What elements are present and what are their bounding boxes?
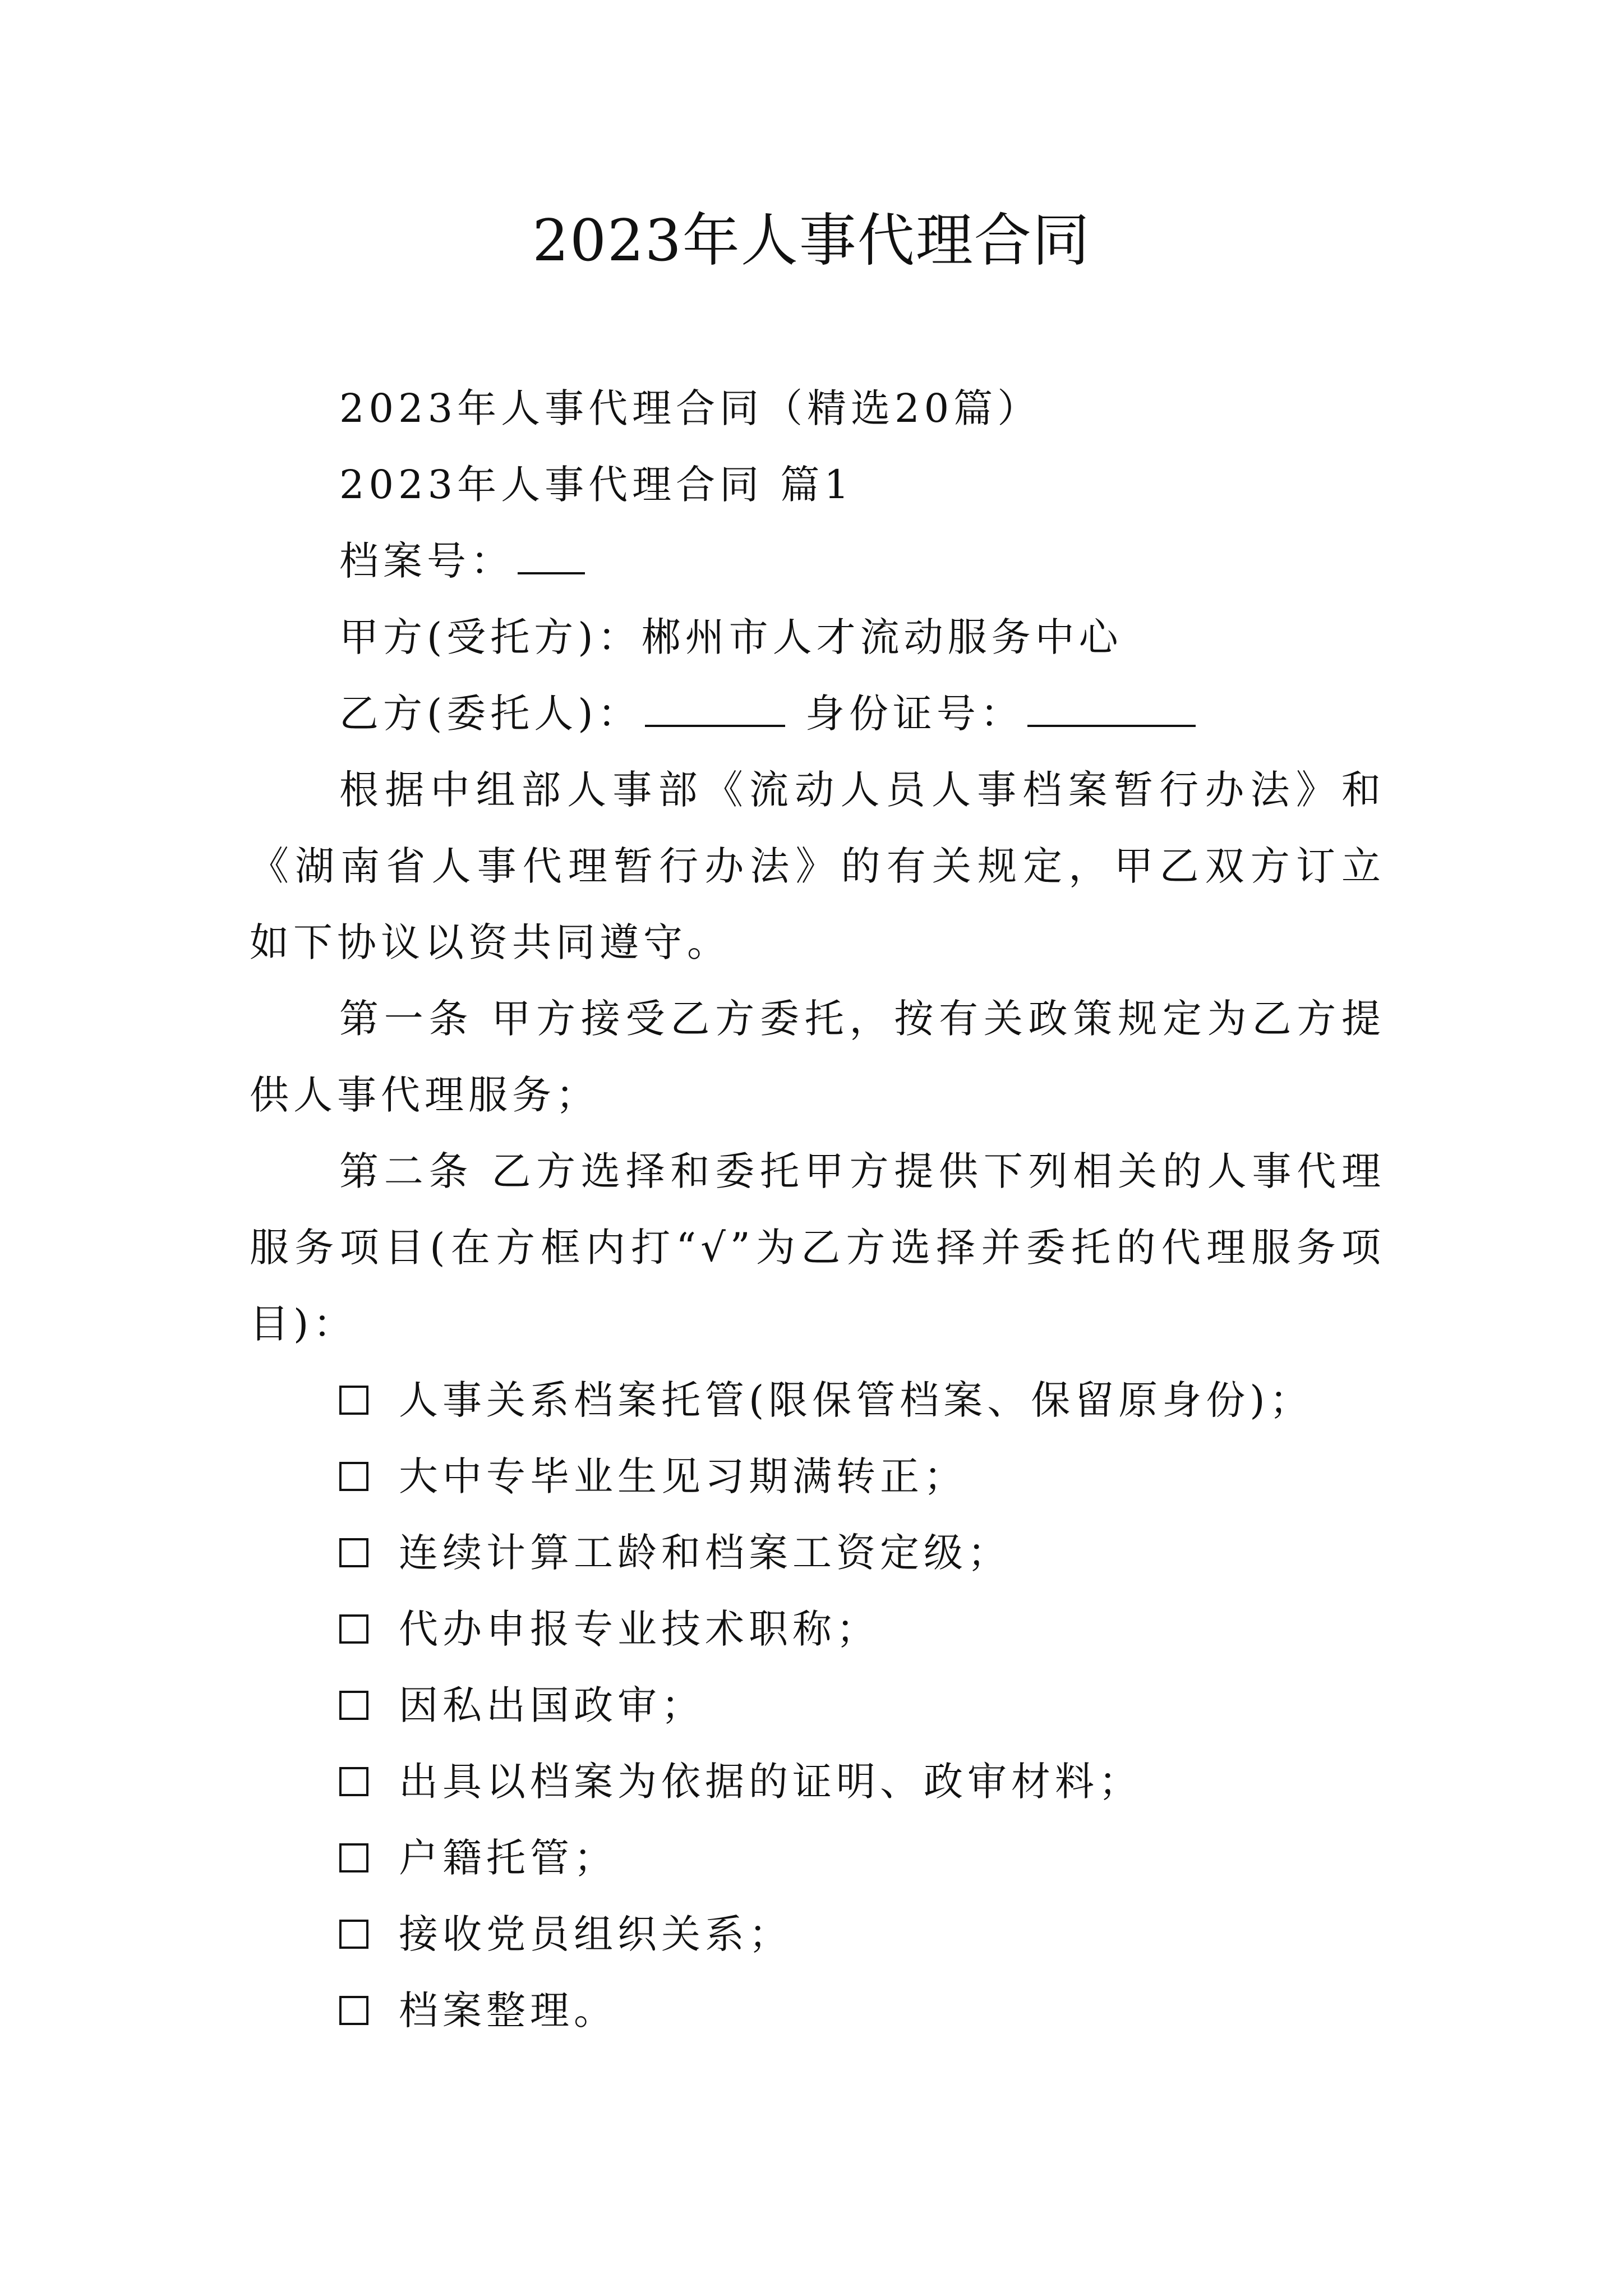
checkbox-icon[interactable]	[339, 1920, 368, 1949]
service-item-label: 代办申报专业技术职称；	[399, 1606, 880, 1652]
checkbox-icon[interactable]	[339, 1614, 368, 1644]
party-b-label: 乙方(委托人)：	[339, 691, 642, 737]
archive-number-blank	[518, 543, 585, 574]
checkbox-icon[interactable]	[339, 1996, 368, 2025]
service-item	[250, 1667, 1385, 1743]
service-item-label: 户籍托管；	[399, 1835, 617, 1881]
article-2-paragraph: 第二条 乙方选择和委托甲方提供下列相关的人事代理服务项目(在方框内打“√”为乙方选择并委托的代理服务项目)：	[250, 1148, 1385, 1347]
service-item-label: 出具以档案为依据的证明、政审材料；	[399, 1759, 1142, 1805]
subtitle: 2023年人事代理合同（精选20篇）	[339, 385, 1041, 431]
checkbox-icon[interactable]	[339, 1538, 368, 1567]
service-item	[250, 1515, 1385, 1591]
service-item-label: 连续计算工龄和档案工资定级；	[399, 1530, 1011, 1576]
party-b-blank	[645, 696, 785, 727]
service-item	[250, 1820, 1385, 1896]
service-item-label: 大中专毕业生见习期满转正；	[399, 1453, 967, 1499]
preamble-paragraph: 根据中组部人事部《流动人员人事档案暂行办法》和《湖南省人事代理暂行办法》的有关规定，甲乙双方订立如下协议以资共同遵守。	[250, 767, 1385, 965]
checkbox-icon[interactable]	[339, 1386, 368, 1415]
article-1-paragraph: 第一条 甲方接受乙方委托，按有关政策规定为乙方提供人事代理服务；	[250, 996, 1385, 1118]
document-body	[250, 370, 1385, 2049]
section-heading: 2023年人事代理合同 篇1	[339, 462, 854, 508]
service-item	[250, 1591, 1385, 1667]
document-title: 2023年人事代理合同	[532, 208, 1091, 274]
archive-number-line	[250, 523, 1385, 599]
id-number-label: 身份证号：	[805, 691, 1024, 737]
party-a-line: 甲方(受托方)：郴州市人才流动服务中心	[339, 614, 1123, 660]
service-item-label: 档案整理。	[399, 1987, 617, 2033]
service-item	[250, 1743, 1385, 1820]
service-item	[250, 1438, 1385, 1515]
id-number-blank	[1027, 696, 1196, 727]
service-item	[250, 1362, 1385, 1438]
checkbox-icon[interactable]	[339, 1843, 368, 1872]
service-item-label: 因私出国政审；	[399, 1682, 705, 1728]
party-b-line	[250, 675, 1385, 752]
archive-number-label: 档案号：	[339, 538, 514, 584]
checkbox-icon[interactable]	[339, 1462, 368, 1491]
checkbox-icon[interactable]	[339, 1691, 368, 1720]
service-item-label: 人事关系档案托管(限保管档案、保留原身份)；	[399, 1377, 1313, 1423]
checkbox-icon[interactable]	[339, 1767, 368, 1796]
service-item	[250, 1896, 1385, 1972]
service-item	[250, 1972, 1385, 2049]
service-item-label: 接收党员组织关系；	[399, 1911, 792, 1957]
